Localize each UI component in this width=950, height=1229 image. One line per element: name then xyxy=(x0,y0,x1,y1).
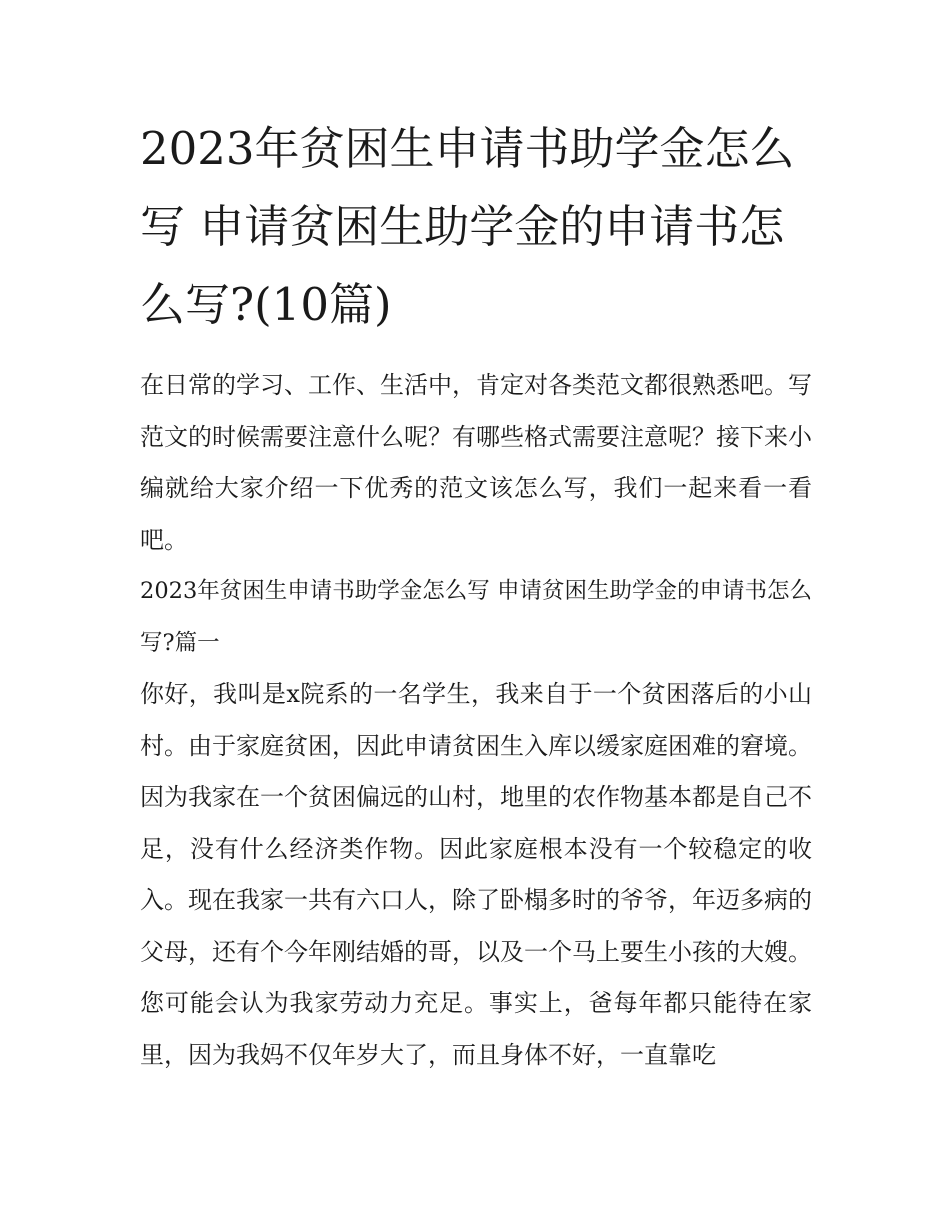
body-paragraph-2: 因为我家在一个贫困偏远的山村，地里的农作物基本都是自己不足，没有什么经济类作物。因此家庭根本没有一个较稳定的收入。现在我家一共有六口人，除了卧榻多时的爷爷，年迈多病的父母，还有个今年刚结婚的哥，以及一个马上要生小孩的大嫂。您可能会认为我家劳动力充足。事实上，爸每年都只能待在家里，因为我妈不仅年岁大了，而且身体不好，一直靠吃 xyxy=(140,783,812,1069)
document-title: 2023年贫困生申请书助学金怎么写 申请贫困生助学金的申请书怎么写?(10篇) xyxy=(140,122,795,331)
document-page xyxy=(140,110,812,1081)
body-paragraph-1: 你好，我叫是x院系的一名学生，我来自于一个贫困落后的小山村。由于家庭贫困，因此申请贫困生入库以缓家庭困难的窘境。 xyxy=(140,680,812,760)
section-heading: 2023年贫困生申请书助学金怎么写 申请贫困生助学金的申请书怎么写?篇一 xyxy=(140,578,812,656)
intro-paragraph: 在日常的学习、工作、生活中，肯定对各类范文都很熟悉吧。写范文的时候需要注意什么呢？有哪些格式需要注意呢？接下来小编就给大家介绍一下优秀的范文该怎么写，我们一起来看一看吧。 xyxy=(140,371,812,554)
